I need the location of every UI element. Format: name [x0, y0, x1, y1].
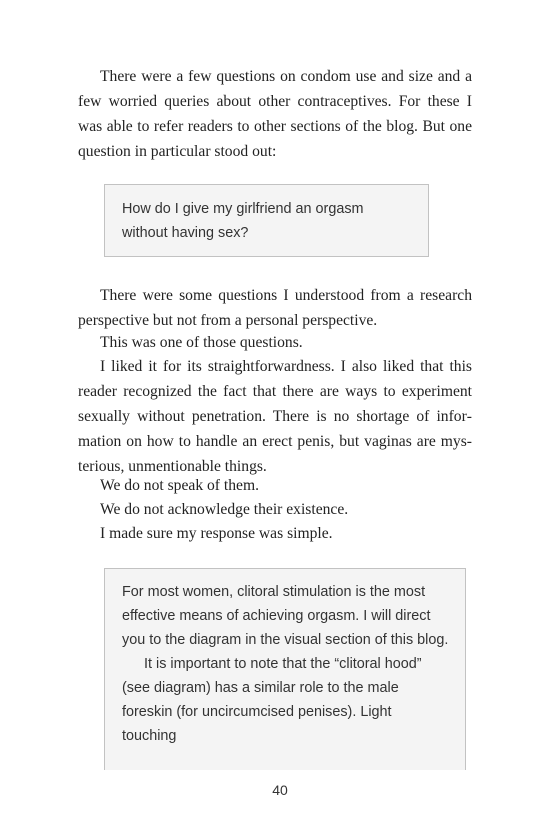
body-paragraph-5: We do not speak of them.: [100, 477, 259, 494]
body-paragraph-6: We do not acknowledge their existence.: [100, 501, 349, 518]
reader-question-text: How do I give my girlfriend an orgasm without having sex?: [122, 201, 364, 241]
response-paragraph-1: For most women, clitoral stimulation is the most effective means of achieving orgasm. I will direct you to the diagram in the visual section of this blog.: [122, 584, 449, 648]
response-paragraph-2: It is important to note that the “clitoral hood” (see diagram) has a similar role to the male foreskin (for uncircumcised penises). Light touching: [122, 656, 422, 744]
body-paragraph-3: This was one of those questions.: [100, 334, 303, 351]
body-paragraph-7: I made sure my response was simple.: [100, 525, 333, 542]
reader-question-box: [104, 184, 429, 257]
body-paragraph-2: There were some questions I understood from a research perspective but not from a personal perspective.: [78, 287, 472, 329]
body-paragraph-4: I liked it for its straightforwardness. I also liked that this reader recognized the fact that there are ways to experiment sexually without penetration. There is no shortage of information on how to handle an erect penis, but vaginas are mysterious, unmentionable things.: [78, 358, 472, 475]
response-box: [104, 568, 466, 770]
page-number: 40: [272, 782, 288, 798]
body-paragraph-1: There were a few questions on condom use and size and a few worried queries about other contraceptives. For these I was able to refer readers to other sections of the blog. But one question in particular stood out:: [78, 68, 472, 160]
